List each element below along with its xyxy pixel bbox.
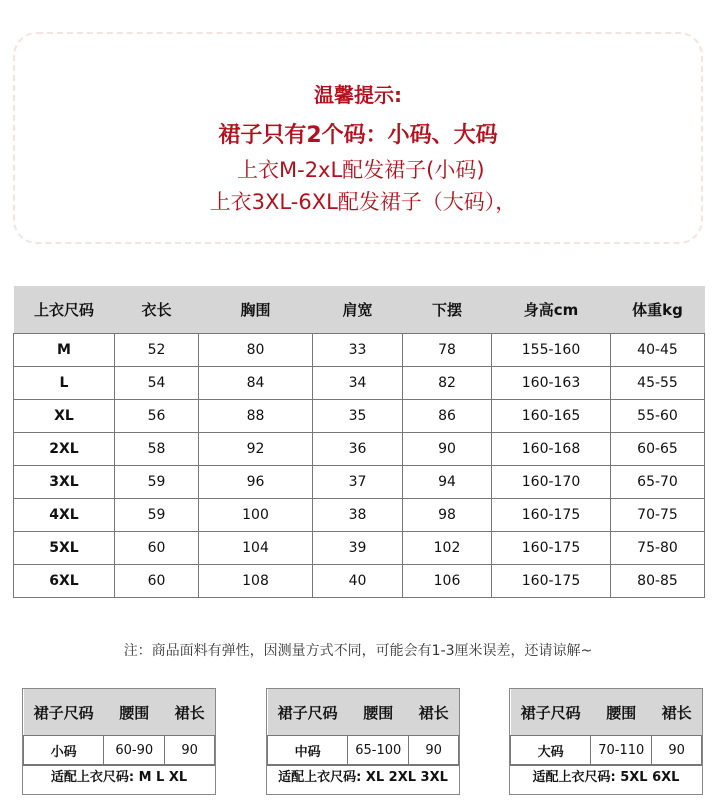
table-row <box>14 532 705 565</box>
table-cell: 59 <box>115 466 199 499</box>
table-row <box>14 367 705 400</box>
table-cell: 52 <box>115 334 199 367</box>
table-cell: 160-165 <box>492 400 611 433</box>
table-row <box>14 334 705 367</box>
table-cell: 39 <box>313 532 403 565</box>
fit-top-sizes: 适配上衣尺码: 5XL 6XL <box>510 765 702 794</box>
table-cell: 40-45 <box>611 334 705 367</box>
header-cell: 胸围 <box>199 286 313 334</box>
table-cell: 75-80 <box>611 532 705 565</box>
table-cell: 38 <box>313 499 403 532</box>
table-cell: 60 <box>115 565 199 598</box>
table-cell: 160-170 <box>492 466 611 499</box>
table-cell: 33 <box>313 334 403 367</box>
table-cell: 84 <box>199 367 313 400</box>
table-cell: 37 <box>313 466 403 499</box>
table-cell: 45-55 <box>611 367 705 400</box>
header-cell: 裙子尺码 <box>268 689 348 736</box>
table-cell: 80 <box>199 334 313 367</box>
table-cell: 155-160 <box>492 334 611 367</box>
table-row <box>511 736 702 765</box>
header-cell: 体重kg <box>611 286 705 334</box>
header-cell: 身高cm <box>492 286 611 334</box>
table-cell: 59 <box>115 499 199 532</box>
table-cell: 65-100 <box>348 736 409 765</box>
table-cell: XL <box>14 400 115 433</box>
table-cell: 70-75 <box>611 499 705 532</box>
table-cell: 54 <box>115 367 199 400</box>
table-cell: 160-175 <box>492 565 611 598</box>
notice-line-skirt-sizes: 裙子只有2个码：小码、大码 <box>218 123 498 148</box>
table-cell: L <box>14 367 115 400</box>
table-cell: 3XL <box>14 466 115 499</box>
table-cell: 大码 <box>511 736 591 765</box>
table-cell: 60-90 <box>104 736 165 765</box>
table-cell: 36 <box>313 433 403 466</box>
table-cell: 100 <box>199 499 313 532</box>
table-cell: 104 <box>199 532 313 565</box>
header-cell: 裙子尺码 <box>24 689 104 736</box>
table-header-row <box>14 286 705 334</box>
header-cell: 裙长 <box>652 689 702 736</box>
table-row <box>14 565 705 598</box>
table-cell: 92 <box>199 433 313 466</box>
table-cell: 80-85 <box>611 565 705 598</box>
table-cell: 82 <box>403 367 492 400</box>
table-cell: 中码 <box>268 736 348 765</box>
top-size-table <box>13 286 705 598</box>
table-cell: M <box>14 334 115 367</box>
table-cell: 58 <box>115 433 199 466</box>
table-row <box>24 736 215 765</box>
table-cell: 60-65 <box>611 433 705 466</box>
table-cell: 90 <box>165 736 215 765</box>
table-cell: 2XL <box>14 433 115 466</box>
measurement-note: 注：商品面料有弹性，因测量方式不同，可能会有1-3厘米误差，还请谅解~ <box>123 643 593 659</box>
fit-top-sizes: 适配上衣尺码: XL 2XL 3XL <box>267 765 459 794</box>
header-cell: 上衣尺码 <box>14 286 115 334</box>
table-cell: 小码 <box>24 736 104 765</box>
table-row <box>14 499 705 532</box>
header-cell: 下摆 <box>403 286 492 334</box>
table-cell: 90 <box>652 736 702 765</box>
skirt-table-medium <box>266 688 460 795</box>
notice-line-small: 上衣M-2xL配发裙子(小码) <box>237 158 485 182</box>
table-cell: 34 <box>313 367 403 400</box>
header-cell: 裙长 <box>165 689 215 736</box>
table-cell: 102 <box>403 532 492 565</box>
table-cell: 96 <box>199 466 313 499</box>
table-cell: 160-163 <box>492 367 611 400</box>
table-cell: 70-110 <box>591 736 652 765</box>
table-cell: 4XL <box>14 499 115 532</box>
table-cell: 160-168 <box>492 433 611 466</box>
header-cell: 腰围 <box>348 689 409 736</box>
fit-top-sizes: 适配上衣尺码: M L XL <box>23 765 215 794</box>
table-cell: 40 <box>313 565 403 598</box>
header-cell: 肩宽 <box>313 286 403 334</box>
notice-box <box>13 32 703 244</box>
table-cell: 88 <box>199 400 313 433</box>
table-cell: 56 <box>115 400 199 433</box>
table-cell: 94 <box>403 466 492 499</box>
header-cell: 腰围 <box>104 689 165 736</box>
table-cell: 106 <box>403 565 492 598</box>
table-cell: 5XL <box>14 532 115 565</box>
table-cell: 6XL <box>14 565 115 598</box>
table-row <box>14 400 705 433</box>
table-cell: 60 <box>115 532 199 565</box>
table-cell: 160-175 <box>492 532 611 565</box>
skirt-table-large <box>509 688 703 795</box>
table-cell: 98 <box>403 499 492 532</box>
table-row <box>268 736 459 765</box>
header-cell: 裙长 <box>409 689 459 736</box>
notice-title: 温馨提示: <box>314 83 402 107</box>
table-cell: 108 <box>199 565 313 598</box>
table-cell: 55-60 <box>611 400 705 433</box>
skirt-table-small <box>22 688 216 795</box>
table-row <box>14 433 705 466</box>
table-cell: 78 <box>403 334 492 367</box>
table-row <box>14 466 705 499</box>
table-cell: 65-70 <box>611 466 705 499</box>
header-cell: 裙子尺码 <box>511 689 591 736</box>
table-cell: 90 <box>409 736 459 765</box>
table-cell: 35 <box>313 400 403 433</box>
notice-line-large: 上衣3XL-6XL配发裙子（大码）， <box>209 190 517 214</box>
table-cell: 90 <box>403 433 492 466</box>
header-cell: 腰围 <box>591 689 652 736</box>
table-cell: 86 <box>403 400 492 433</box>
header-cell: 衣长 <box>115 286 199 334</box>
table-cell: 160-175 <box>492 499 611 532</box>
